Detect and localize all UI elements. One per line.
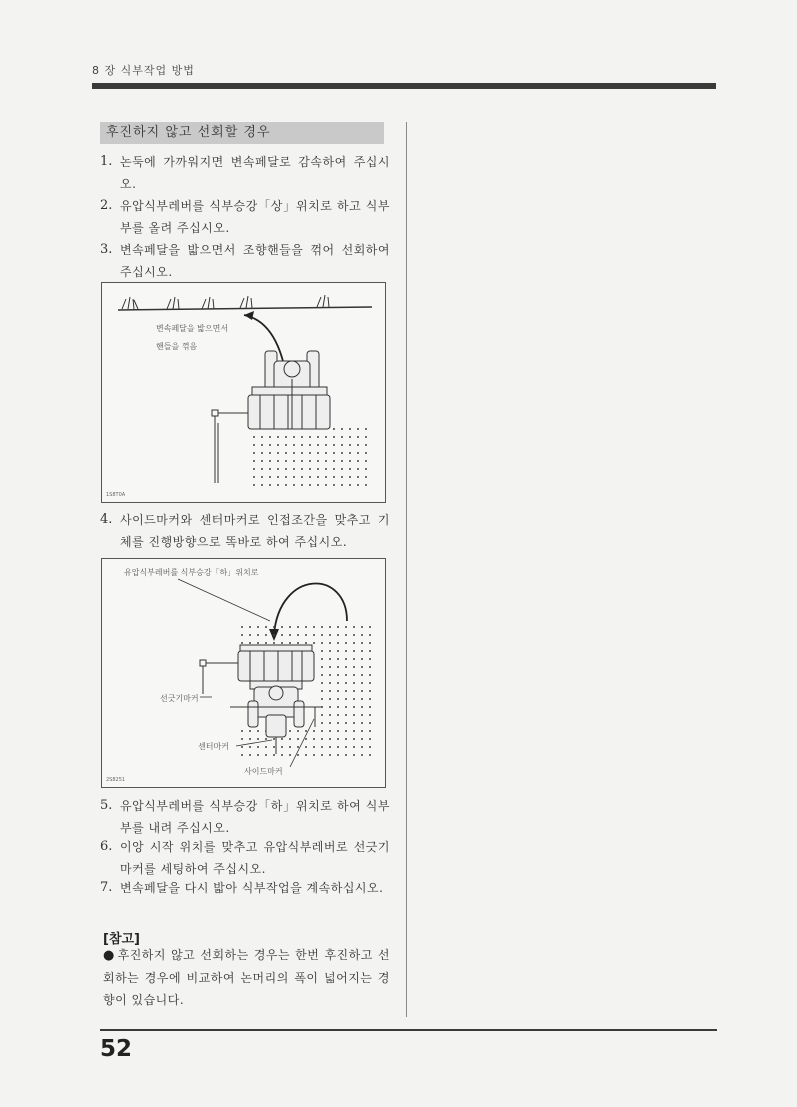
step-number: 2. [100, 198, 113, 213]
step-1 [100, 151, 390, 195]
note-bullet-icon: ● [103, 948, 116, 963]
step-number: 3. [100, 242, 113, 257]
line-marker [212, 410, 248, 483]
step-2 [100, 195, 390, 239]
line-marker [200, 660, 238, 694]
section-title: 후진하지 않고 선회할 경우 [100, 122, 384, 144]
step-number: 4. [100, 512, 113, 527]
note-heading: [참고] [103, 932, 140, 947]
fig1-label-line1: 변속페달을 밟으면서 [156, 324, 229, 333]
step-text: 변속페달을 밟으면서 조향핸들을 꺾어 선회하여 주십시오. [120, 243, 390, 279]
step-text: 사이드마커와 센터마커로 인접조간을 맞추고 기체를 진행방향으로 똑바로 하여 주십시오. [120, 513, 390, 549]
step-text: 이앙 시작 위치를 맞추고 유압식부레버로 선긋기마커를 세팅하여 주십시오. [120, 840, 390, 876]
fig1-code: 1S8T0A [106, 492, 126, 498]
lower-arrow [274, 583, 347, 634]
step-7 [100, 877, 390, 899]
column-divider [406, 122, 407, 1017]
rice-transplanter [248, 351, 330, 429]
page-number: 52 [100, 1036, 133, 1062]
note-text: 후진하지 않고 선회하는 경우는 한번 후진하고 선회하는 경우에 비교하여 논머리의 폭이 넓어지는 경향이 있습니다. [103, 948, 391, 1007]
turning-diagram-svg [102, 283, 385, 502]
planted-seedlings-dots [253, 428, 367, 486]
fig1-label-line2: 핸들을 꺾음 [156, 342, 198, 351]
lever-leader-line [178, 579, 270, 621]
step-text: 변속페달을 다시 밟아 식부작업을 계속하십시오. [120, 881, 384, 895]
fig2-label-lever: 유압식부레버를 식부승강「하」위치로 [124, 568, 259, 577]
step-3 [100, 239, 390, 283]
chapter-title: 8 장 식부작업 방법 [92, 64, 195, 77]
step-number: 5. [100, 798, 113, 813]
rice-transplanter [230, 645, 322, 737]
fig2-label-side-marker: 사이드마커 [244, 767, 283, 776]
turning-diagram [101, 282, 386, 503]
step-text: 유압식부레버를 식부승강「상」위치로 하고 식부부를 올려 주십시오. [120, 199, 390, 235]
fig2-label-center-marker: 센터마커 [198, 742, 229, 751]
fig2-code: 2S8251 [106, 777, 126, 783]
footer-rule [100, 1029, 717, 1031]
step-4 [100, 509, 390, 553]
marker-alignment-diagram [101, 558, 386, 788]
step-5 [100, 795, 390, 839]
header-rule [92, 83, 716, 89]
step-number: 6. [100, 839, 113, 854]
step-number: 7. [100, 880, 113, 895]
fig2-label-line-marker: 선긋기마커 [160, 694, 199, 703]
step-6 [100, 836, 390, 880]
center-marker-leader [236, 740, 272, 746]
step-text: 유압식부레버를 식부승강「하」위치로 하여 식부부를 내려 주십시오. [120, 799, 390, 835]
note-body [103, 944, 390, 1011]
step-text: 논둑에 가까워지면 변속페달로 감속하여 주십시오. [120, 155, 390, 191]
marker-alignment-diagram-svg [102, 559, 385, 787]
step-number: 1. [100, 154, 113, 169]
rice-seedlings [122, 295, 329, 309]
